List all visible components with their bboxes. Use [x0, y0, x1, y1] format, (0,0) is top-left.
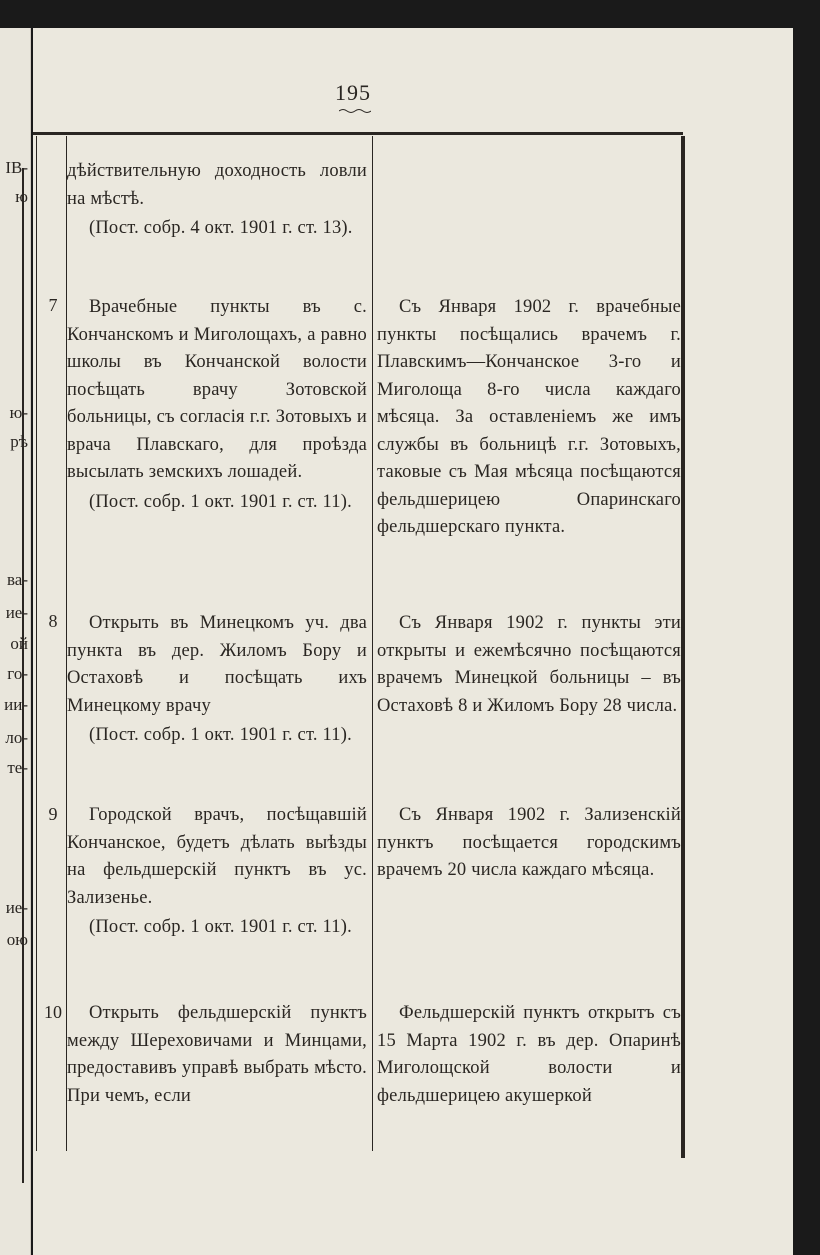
entry-execution: Съ Января 1902 г. Зализенскій пунктъ посѣщается городскимъ врачемъ 20 числа каждаго мѣсяца. — [377, 805, 681, 880]
previous-page-edge — [0, 28, 31, 1255]
previous-page-fragment: ие- — [5, 898, 28, 917]
previous-page-fragment: ой — [10, 634, 28, 653]
continuation-cell — [67, 158, 367, 243]
previous-page-fragment: ло- — [5, 728, 28, 747]
entry-execution-cell — [377, 294, 681, 542]
continuation-citation: (Пост. собр. 4 окт. 1901 г. ст. 13). — [89, 218, 353, 238]
table-top-rule — [33, 132, 683, 135]
previous-page-fragment: ю- — [9, 403, 28, 422]
entry-execution: Съ Января 1902 г. пункты эти открыты и ежемѣсячно посѣщаются врачемъ Минецкой больницы – въ Остаховѣ 8 и Жиломъ Бору 28 числа. — [377, 613, 681, 716]
entry-number: 9 — [48, 804, 58, 824]
entry-citation: (Пост. собр. 1 окт. 1901 г. ст. 11). — [89, 491, 352, 512]
page-number-flourish — [339, 108, 371, 114]
entry-resolution: Городской врачъ, посѣщавшій Кончанское, будетъ дѣлать выѣзды на фельдшерскій пунктъ въ ус. Зализенье. — [67, 805, 367, 908]
continuation-text: дѣйствительную доходность ловли на мѣстѣ. — [67, 161, 367, 209]
entry-resolution-cell — [67, 802, 367, 942]
entry-citation: (Пост. собр. 1 окт. 1901 г. ст. 11). — [89, 725, 352, 745]
previous-page-fragment: ии- — [4, 695, 28, 714]
previous-page-fragment: те- — [7, 758, 28, 777]
entry-execution-cell — [377, 1000, 681, 1110]
entry-resolution: Открыть въ Минецкомъ уч. два пункта въ дер. Жиломъ Бору и Остаховѣ и посѣщать ихъ Минецкому врачу — [67, 613, 367, 716]
previous-page-fragment: ие- — [5, 603, 28, 622]
previous-page-fragment: ою — [6, 930, 28, 949]
entry-resolution-cell — [67, 294, 367, 516]
entry-resolution-cell — [67, 1000, 367, 1110]
column-divider — [372, 136, 373, 1151]
entry-execution-cell — [377, 610, 681, 720]
document-page — [33, 28, 793, 1255]
previous-page-fragment: ю — [15, 187, 28, 206]
previous-page-fragment: го- — [7, 664, 28, 683]
entry-citation: (Пост. собр. 1 окт. 1901 г. ст. 11). — [89, 917, 352, 937]
previous-page-fragment: ва- — [6, 570, 28, 589]
page-number: 195 — [335, 80, 371, 105]
entry-resolution: Врачебные пункты въ с. Кончанскомъ и Миголощахъ, а равно школы въ Кончанской волости посѣщать врачу Зотовской больницы, съ согласія г.г. Зотовыхъ и врача Плавскаго, для проѣзда высылать земскихъ лошадей. — [67, 297, 367, 482]
previous-page-fragment: IB- — [5, 158, 28, 177]
number-column-left-rule — [36, 136, 37, 1151]
entry-number: 7 — [48, 295, 58, 315]
entry-resolution: Открыть фельдшерскій пунктъ между Шереховичами и Минцами, предоставивъ управѣ выбрать мѣсто. При чемъ, если — [67, 1003, 367, 1106]
entry-number: 10 — [44, 1002, 62, 1022]
entry-number: 8 — [48, 611, 58, 631]
entry-execution: Фельдшерскій пунктъ открытъ съ 15 Марта 1902 г. въ дер. Опаринѣ Миголощской волости и фельдшерицею акушеркой — [377, 1003, 681, 1106]
entry-execution-cell — [377, 802, 681, 885]
previous-page-fragment: рѣ — [10, 432, 28, 451]
entry-execution: Съ Января 1902 г. врачебные пункты посѣщались врачемъ г. Плавскимъ—Кончанское 3-го и Миголоща 8-го числа каждаго мѣсяца. За оставленіемъ же имъ службы въ больницѣ г.г. Зотовыхъ, таковые съ Мая мѣсяца посѣщаются фельдшерицею Опаринскаго фельдшерскаго пункта. — [377, 297, 681, 537]
entry-resolution-cell — [67, 610, 367, 750]
